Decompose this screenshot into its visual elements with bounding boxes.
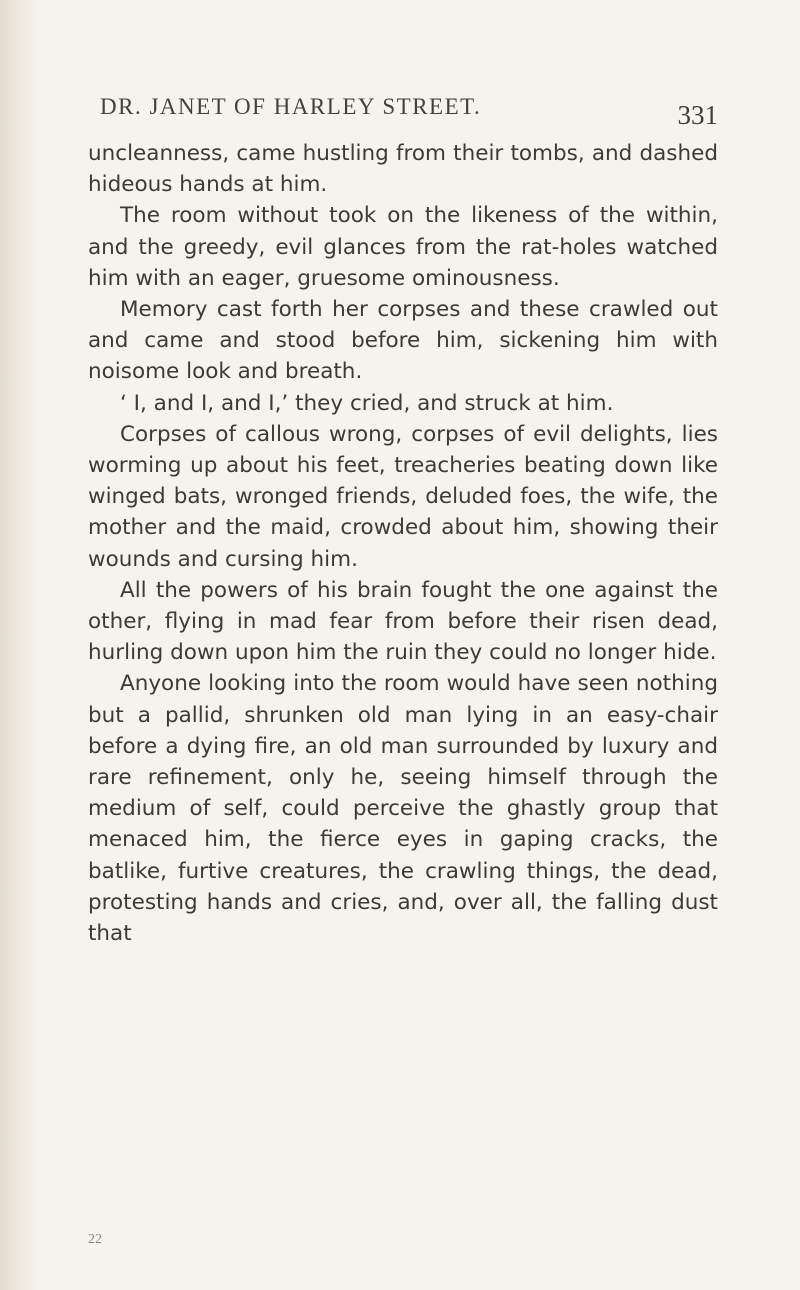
paragraph: Memory cast forth her corpses and these crawled out and came and stood before him, sickening him with noisome look and breath. (88, 297, 718, 385)
paragraph: The room without took on the likeness of the within, and the greedy, evil glances from the rat-holes watched him with an eager, gruesome ominousness. (88, 203, 718, 291)
paragraph: Anyone looking into the room would have seen nothing but a pallid, shrunken old man lying in an easy-chair before a dying fire, an old man surrounded by luxury and rare refinement, only he, seeing himself through the medium of self, could perceive the ghastly group that menaced him, the fierce eyes in gaping cracks, the batlike, furtive creatures, the crawling things, the dead, protesting hands and cries, and, over all, the falling dust that (88, 671, 718, 947)
paragraph: ‘ I, and I, and I,’ they cried, and struck at him. (120, 390, 614, 416)
page-number: 331 (677, 100, 718, 130)
body-text (88, 138, 718, 949)
paragraph: Corpses of callous wrong, corpses of evil delights, lies worming up about his feet, treacheries beating down like winged bats, wronged friends, deluded foes, the wife, the mother and the maid, crowded about him, showing their wounds and cursing him. (88, 421, 718, 572)
page-header (100, 88, 718, 132)
signature-mark: 22 (88, 1232, 102, 1247)
paragraph: All the powers of his brain fought the one against the other, flying in mad fear from before their risen dead, hurling down upon him the ruin they could no longer hide. (88, 577, 718, 666)
running-head: DR. JANET OF HARLEY STREET. (100, 94, 482, 119)
paragraph: uncleanness, came hustling from their tombs, and dashed hideous hands at him. (88, 141, 718, 198)
